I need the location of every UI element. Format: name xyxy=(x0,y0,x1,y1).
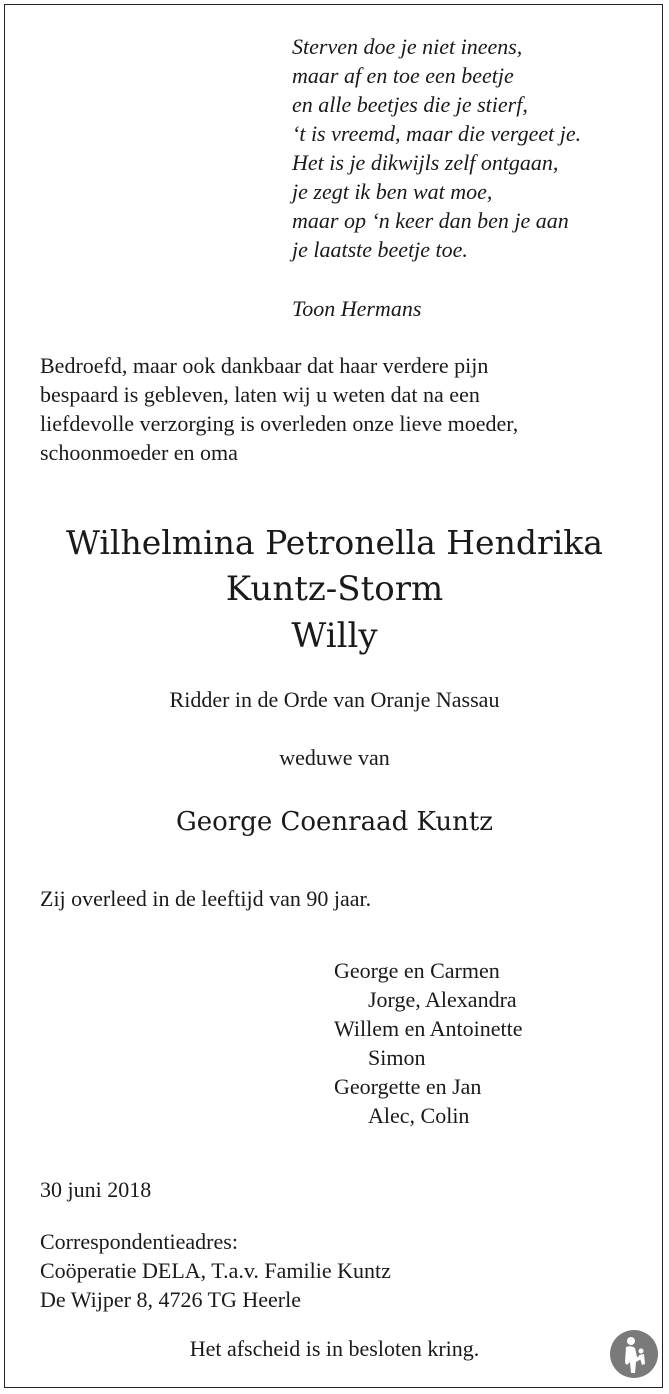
deceased-nickname: Willy xyxy=(291,616,378,656)
intro-line: liefdevolle verzorging is overleden onze lieve moeder, xyxy=(40,411,519,436)
poem-line: ‘t is vreemd, maar die vergeet je. xyxy=(292,121,582,146)
family-children: Alec, Colin xyxy=(368,1103,470,1128)
poem-line: maar op ‘n keer dan ben je aan xyxy=(292,208,569,233)
farewell-note: Het afscheid is in besloten kring. xyxy=(189,1336,480,1361)
deceased-surname: Kuntz-Storm xyxy=(225,569,444,609)
correspondence-address xyxy=(40,1227,391,1314)
deceased-full-name: Wilhelmina Petronella Hendrika xyxy=(66,523,603,562)
intro-paragraph xyxy=(40,351,640,467)
poem-line: maar af en toe een beetje xyxy=(292,63,514,88)
spouse-name: George Coenraad Kuntz xyxy=(175,807,494,837)
poem-line: en alle beetjes die je stierf, xyxy=(292,92,528,117)
poem-line: je laatste beetje toe. xyxy=(292,237,468,262)
poem-line: Het is je dikwijls zelf ontgaan, xyxy=(292,150,559,175)
intro-line: Bedroefd, maar ook dankbaar dat haar verdere pijn xyxy=(40,353,489,378)
widow-of-label: weduwe van xyxy=(279,745,390,770)
family-children: Jorge, Alexandra xyxy=(368,987,517,1012)
poem-line: Sterven doe je niet ineens, xyxy=(292,34,523,59)
family-children: Simon xyxy=(368,1045,426,1070)
family-couple: Georgette en Jan xyxy=(334,1074,482,1099)
family-couple: Willem en Antoinette xyxy=(334,1016,523,1041)
poem xyxy=(292,32,581,264)
intro-line: schoonmoeder en oma xyxy=(40,440,238,465)
address-label: Correspondentieadres: xyxy=(40,1229,238,1254)
honor-title: Ridder in de Orde van Oranje Nassau xyxy=(169,687,500,712)
age-statement: Zij overleed in de leeftijd van 90 jaar. xyxy=(40,886,372,911)
figure-holding-hands-logo xyxy=(609,1329,659,1379)
address-line: De Wijper 8, 4726 TG Heerle xyxy=(40,1287,302,1312)
intro-line: bespaard is gebleven, laten wij u weten dat na een xyxy=(40,382,480,407)
announcement-date: 30 juni 2018 xyxy=(40,1177,152,1202)
family-couple: George en Carmen xyxy=(334,958,500,983)
poem-author: Toon Hermans xyxy=(292,296,422,321)
poem-line: je zegt ik ben wat moe, xyxy=(292,179,493,204)
family-list xyxy=(334,956,523,1130)
address-line: Coöperatie DELA, T.a.v. Familie Kuntz xyxy=(40,1258,391,1283)
